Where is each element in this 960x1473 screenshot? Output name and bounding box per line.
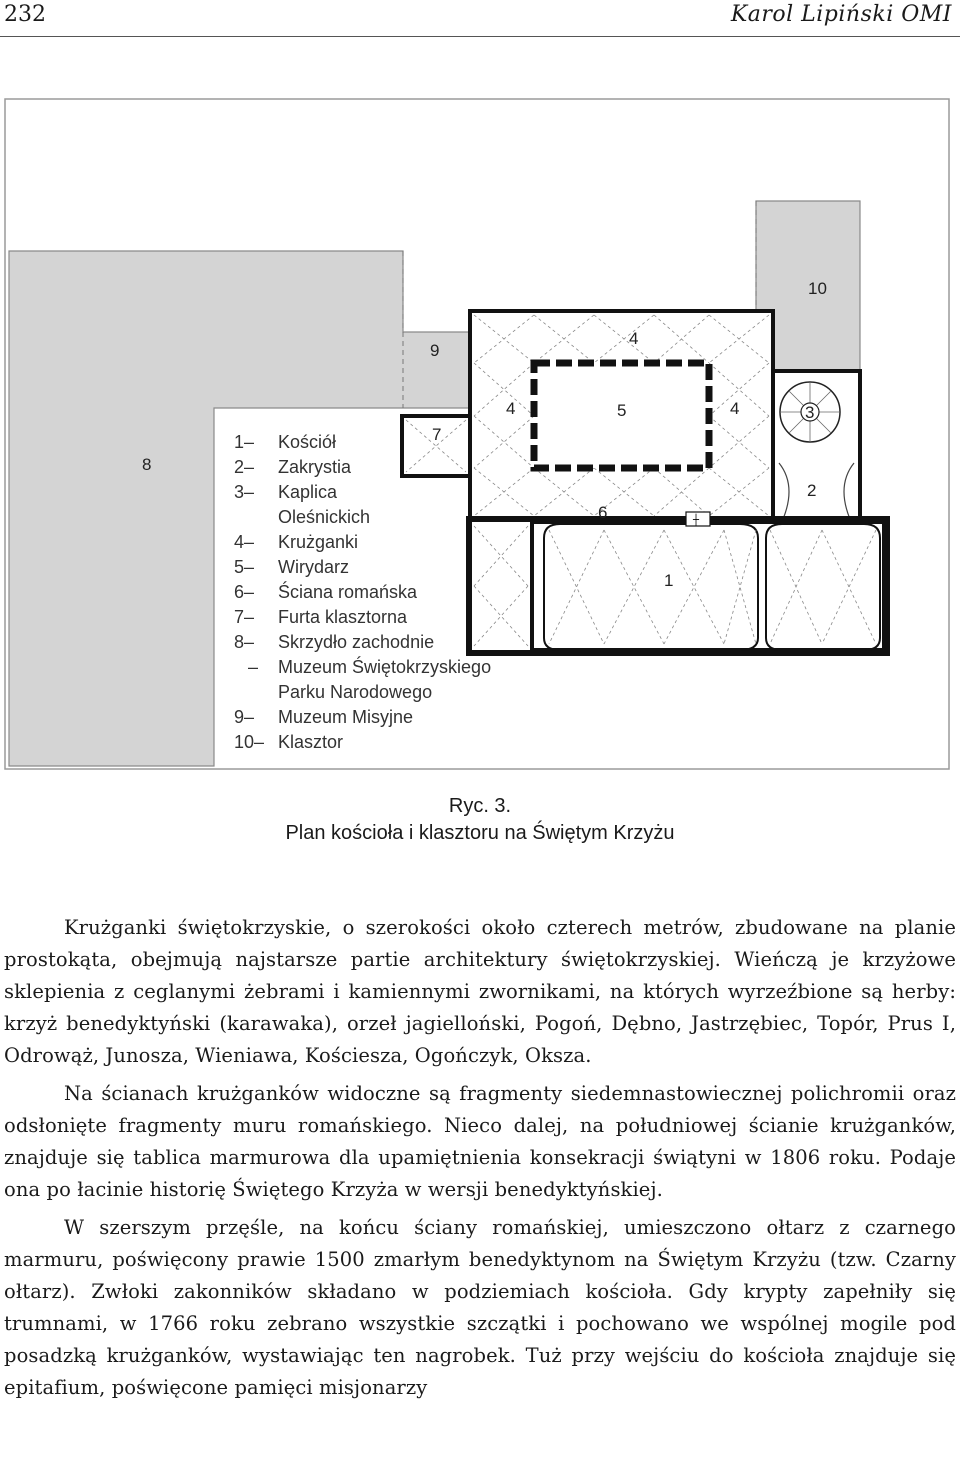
plan-label-6: 6 <box>598 503 608 522</box>
plan-label-1: 1 <box>664 571 674 590</box>
legend-text-1: Kościół <box>278 432 337 452</box>
body-text <box>4 912 956 1410</box>
figure-caption-number: Ryc. 3. <box>448 795 512 817</box>
legend-num-8: 8– <box>234 632 255 652</box>
plan-label-3: 3 <box>805 403 815 422</box>
paragraph: Na ścianach krużganków widoczne są fragmenty siedemnastowiecznej polichromii oraz odsłonięte fragmenty muru romańskiego. Nieco dalej, na południowej ścianie krużganków, znajduje się tablica marmurowa dla upamiętnienia konsekracji świątyni w 1806 roku. Podaje ona po łacinie historię Świętego Krzyża w wersji benedyktyńskiej. <box>4 1082 956 1201</box>
paragraph: Krużganki świętokrzyskie, o szerokości około czterech metrów, zbudowane na planie prostokąta, obejmują najstarsze partie architektury świętokrzyskiej. Wieńczą je krzyżowe sklepienia z ceglanymi żebrami i kamiennymi zwornikami, na których wyrzeźbione są herby: krzyż benedyktyński (karawaka), orzeł jagielloński, Pogoń, Dębno, Jastrzębiec, Topór, Prus I, Odrowąż, Junosza, Wieniawa, Kościesza, Ogończyk, Oksza. <box>4 916 956 1067</box>
legend-num-4: 4– <box>234 532 255 552</box>
legend-text-8: Skrzydło zachodnie <box>278 632 435 652</box>
church-monastery-plan <box>4 98 950 770</box>
church-porch <box>470 520 532 652</box>
legend-text-6: Ściana romańska <box>278 582 418 602</box>
legend-text-8c: Parku Narodowego <box>278 682 433 702</box>
legend-text-7: Furta klasztorna <box>278 607 408 627</box>
plan-label-10: 10 <box>808 279 827 298</box>
legend-text-2: Zakrystia <box>278 457 352 477</box>
legend-text-10: Klasztor <box>278 732 344 752</box>
legend-num-5: 5– <box>234 557 255 577</box>
legend-num-2: 2– <box>234 457 255 477</box>
plan-label-7: 7 <box>432 425 442 444</box>
running-title: Karol Lipiński OMI <box>730 2 952 27</box>
plan-label-4-west: 4 <box>506 399 516 418</box>
plan-label-2: 2 <box>807 481 817 500</box>
legend-num-9: 9– <box>234 707 255 727</box>
plan-label-9: 9 <box>430 341 440 360</box>
plan-label-4-east: 4 <box>730 399 740 418</box>
legend-num-1: 1– <box>234 432 255 452</box>
figure-caption-title: Plan kościoła i klasztoru na Świętym Krzyżu <box>285 822 675 844</box>
legend-num-6: 6– <box>234 582 255 602</box>
legend-text-5: Wirydarz <box>278 557 349 577</box>
page-number: 232 <box>4 2 46 27</box>
plan-label-4-north: 4 <box>629 329 639 348</box>
plan-label-8: 8 <box>142 455 152 474</box>
svg-text:┼: ┼ <box>693 515 700 526</box>
legend-text-3: Kaplica <box>278 482 338 502</box>
legend-num-3: 3– <box>234 482 255 502</box>
legend-num-8b: – <box>248 657 259 677</box>
header-rule <box>0 36 960 37</box>
legend-text-4: Krużganki <box>278 532 359 552</box>
legend-text-3b: Oleśnickich <box>278 507 371 527</box>
paragraph: W szerszym przęśle, na końcu ściany romańskiej, umieszczono ołtarz z czarnego marmuru, poświęcony prawie 1500 zmarłym benedyktynom na Świętym Krzyżu (tzw. Czarny ołtarz). Zwłoki zakonników składano w podziemiach kościoła. Gdy krypty zapełniły się trumnami, w 1766 roku zebrano wszystkie szczątki i pochowano we wspólnej mogile pod posadzką krużganków, wystawiając ten nagrobek. Tuż przy wejściu do kościoła znajduje się epitafium, poświęcone pamięci misjonarzy <box>4 1216 956 1399</box>
legend-text-9: Muzeum Misyjne <box>278 707 414 727</box>
page-header <box>0 0 960 34</box>
legend-num-7: 7– <box>234 607 255 627</box>
legend-num-10: 10– <box>234 732 265 752</box>
legend-text-8b: Muzeum Świętokrzyskiego <box>278 657 492 677</box>
plan-label-5: 5 <box>617 401 627 420</box>
